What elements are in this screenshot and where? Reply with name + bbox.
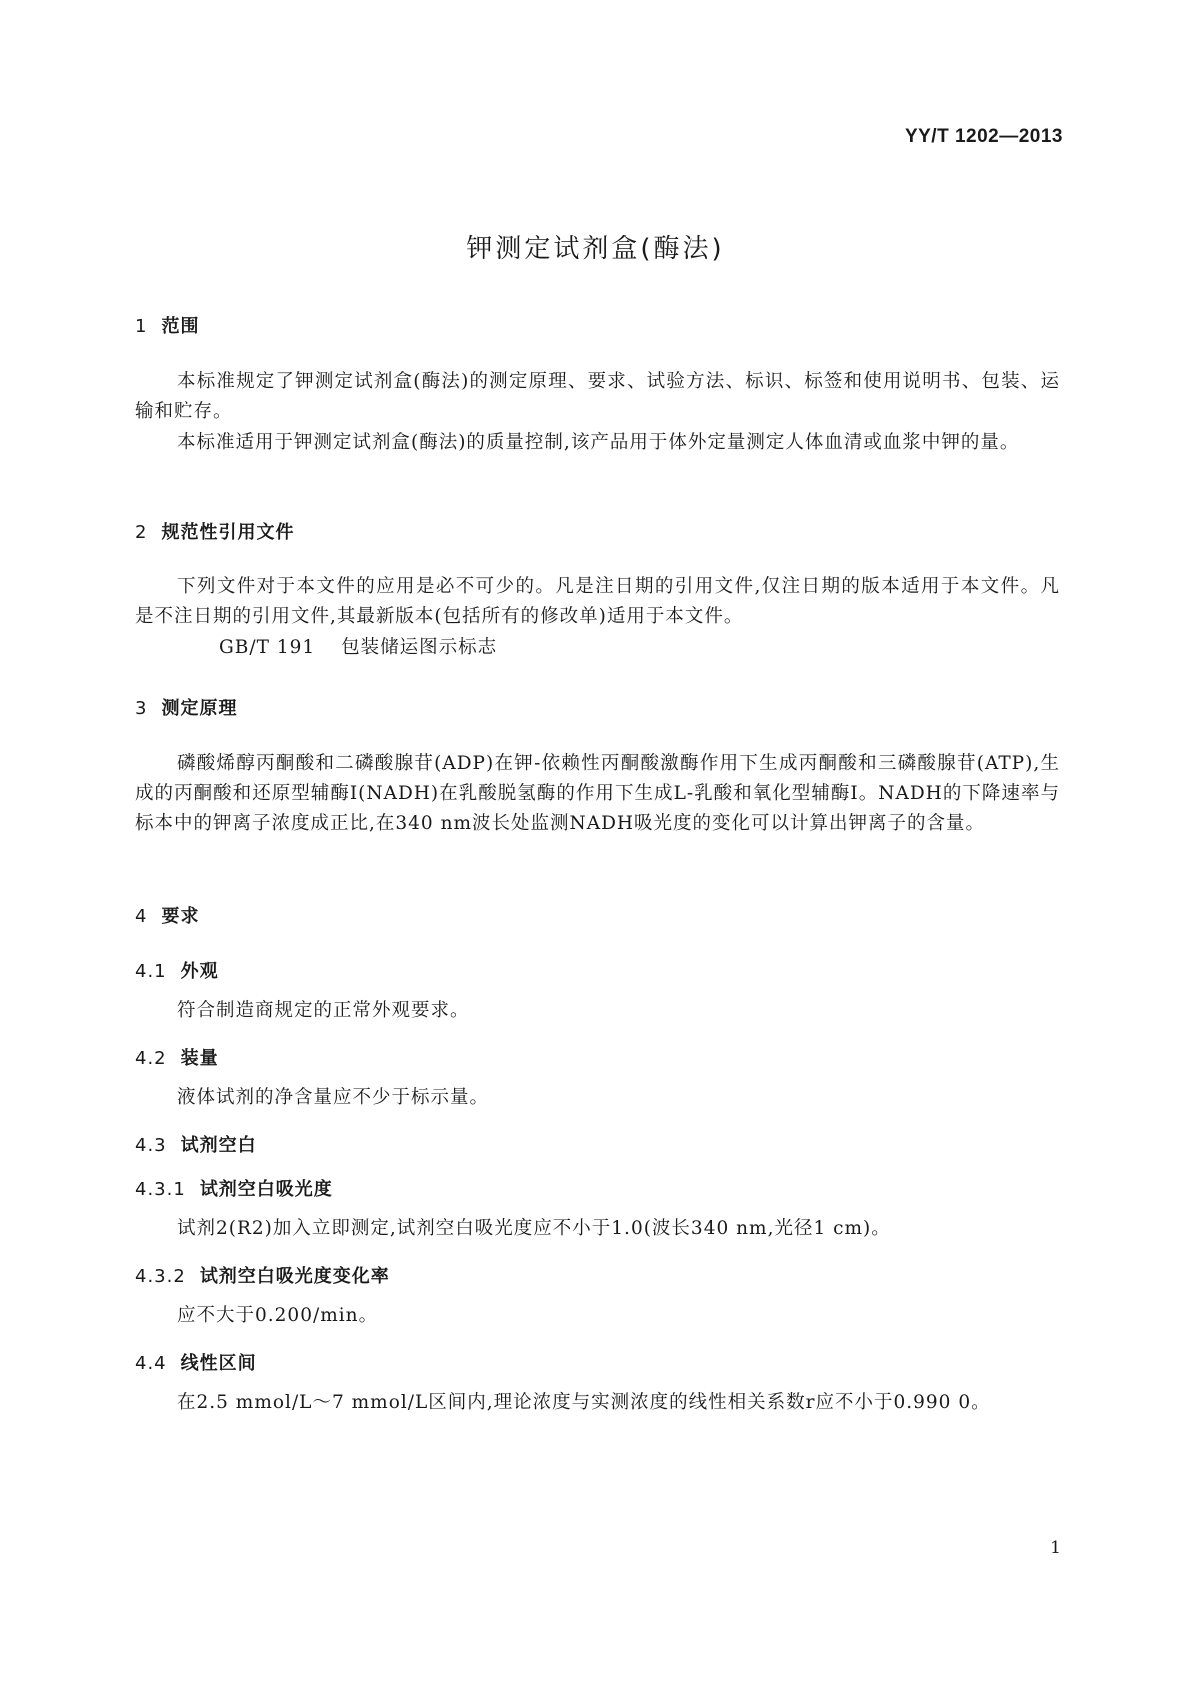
section-title: 试剂空白吸光度变化率 bbox=[199, 1266, 390, 1287]
section-3-paragraph-1: 磷酸烯醇丙酮酸和二磷酸腺苷(ADP)在钾-依赖性丙酮酸激酶作用下生成丙酮酸和三磷酸腺苷(ATP),生成的丙酮酸和还原型辅酶I(NADH)在乳酸脱氢酶的作用下生成L-乳酸和氧化型辅酶Ⅰ。NADH的下降速率与标本中的钾离子浓度成正比,在340 nm波长处监测NADH吸光度的变化可以计算出钾离子的含量。 bbox=[135, 753, 1060, 834]
section-1-heading bbox=[135, 312, 199, 338]
section-title: 规范性引用文件 bbox=[161, 522, 295, 543]
section-4-4-heading bbox=[135, 1349, 257, 1375]
section-2-paragraph-1: 下列文件对于本文件的应用是必不可少的。凡是注日期的引用文件,仅注日期的版本适用于本文件。凡是不注日期的引用文件,其最新版本(包括所有的修改单)适用于本文件。 bbox=[135, 576, 1060, 627]
section-1-paragraph-2: 本标准适用于钾测定试剂盒(酶法)的质量控制,该产品用于体外定量测定人体血清或血浆中钾的量。 bbox=[177, 432, 1020, 453]
section-1-paragraph-1: 本标准规定了钾测定试剂盒(酶法)的测定原理、要求、试验方法、标识、标签和使用说明书、包装、运输和贮存。 bbox=[135, 371, 1060, 422]
section-title: 试剂空白吸光度 bbox=[199, 1179, 333, 1200]
section-4-1-text: 符合制造商规定的正常外观要求。 bbox=[177, 1000, 470, 1021]
section-4-3-1-heading bbox=[135, 1175, 333, 1201]
reference-title: 包装储运图示标志 bbox=[341, 637, 498, 658]
section-number: 3 bbox=[135, 698, 148, 719]
section-4-3-2-text: 应不大于0.200/min。 bbox=[177, 1305, 379, 1326]
section-title: 测定原理 bbox=[161, 698, 238, 719]
standard-code: YY/T 1202—2013 bbox=[904, 126, 1063, 147]
section-4-4-text: 在2.5 mmol/L～7 mmol/L区间内,理论浓度与实测浓度的线性相关系数r应不小于0.990 0。 bbox=[177, 1392, 991, 1413]
section-4-3-2-heading bbox=[135, 1262, 390, 1288]
section-number: 4.3.1 bbox=[135, 1179, 186, 1200]
reference-code: GB/T 191 bbox=[219, 637, 316, 658]
section-number: 1 bbox=[135, 316, 148, 337]
normative-reference bbox=[135, 633, 1060, 663]
section-title: 范围 bbox=[161, 316, 200, 337]
page-number: 1 bbox=[1050, 1538, 1061, 1558]
section-number: 4.1 bbox=[135, 961, 167, 982]
section-4-heading bbox=[135, 902, 199, 928]
section-title: 要求 bbox=[161, 906, 200, 927]
document-title: 钾测定试剂盒(酶法) bbox=[466, 234, 725, 264]
section-3-heading bbox=[135, 694, 237, 720]
section-4-1-heading bbox=[135, 957, 219, 983]
section-4-3-1-text: 试剂2(R2)加入立即测定,试剂空白吸光度应不小于1.0(波长340 nm,光径1 cm)。 bbox=[177, 1218, 891, 1239]
section-title: 装量 bbox=[180, 1048, 219, 1069]
section-4-2-text: 液体试剂的净含量应不少于标示量。 bbox=[177, 1087, 490, 1108]
section-4-3-heading bbox=[135, 1131, 257, 1157]
section-title: 外观 bbox=[180, 961, 219, 982]
section-2-heading bbox=[135, 518, 294, 544]
section-number: 4.2 bbox=[135, 1048, 167, 1069]
section-number: 4.3.2 bbox=[135, 1266, 186, 1287]
section-number: 4.3 bbox=[135, 1135, 167, 1156]
section-title: 试剂空白 bbox=[180, 1135, 257, 1156]
section-number: 4.4 bbox=[135, 1353, 167, 1374]
section-number: 2 bbox=[135, 522, 148, 543]
section-title: 线性区间 bbox=[180, 1353, 257, 1374]
section-number: 4 bbox=[135, 906, 148, 927]
section-4-2-heading bbox=[135, 1044, 219, 1070]
